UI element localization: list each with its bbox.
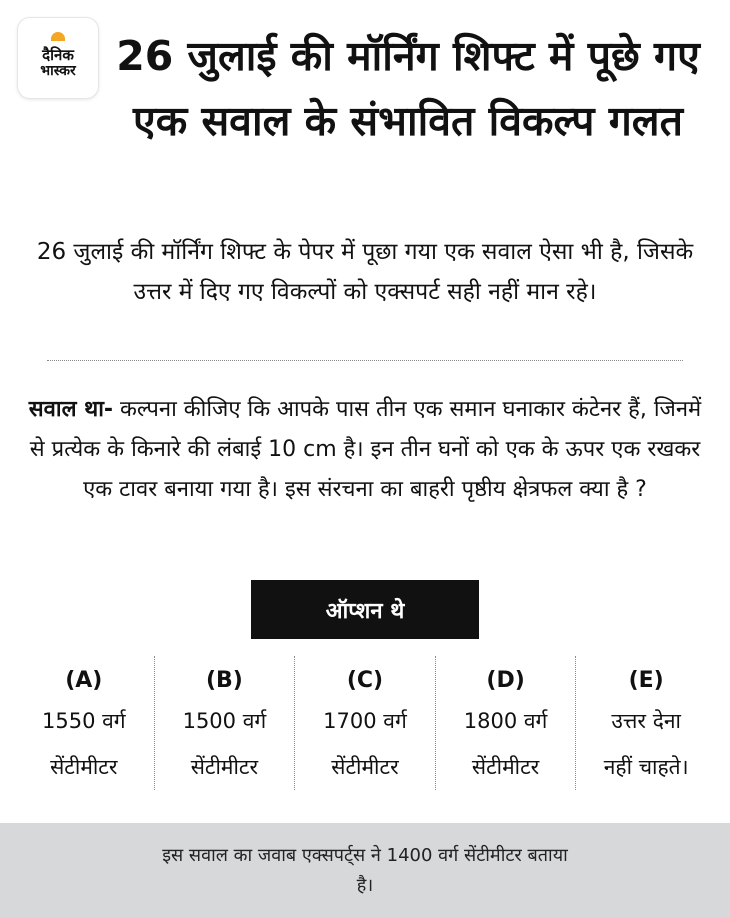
option-letter: (B)	[205, 668, 243, 693]
option-e	[575, 656, 716, 790]
intro-text: 26 जुलाई की मॉर्निंग शिफ्ट के पेपर में पूछा गया एक सवाल ऐसा भी है, जिसके उत्तर में दिए गए विकल्पों को एक्सपर्ट सही नहीं मान रहे।	[36, 239, 694, 305]
sun-icon	[51, 32, 65, 41]
option-value: 1550 वर्ग सेंटीमीटर	[41, 709, 126, 779]
option-d	[435, 656, 576, 790]
brand-name-line2: भास्कर	[40, 63, 76, 79]
option-value: 1700 वर्ग सेंटीमीटर	[323, 709, 407, 779]
option-value: उत्तर देना नहीं चाहते।	[603, 709, 689, 779]
question-label: सवाल था-	[28, 397, 114, 422]
options-heading: ऑप्शन थे	[251, 580, 479, 639]
option-letter: (D)	[486, 668, 525, 693]
option-value: 1800 वर्ग सेंटीमीटर	[463, 709, 548, 779]
option-letter: (C)	[346, 668, 384, 693]
question-block	[24, 390, 706, 510]
options-row	[14, 656, 716, 790]
option-letter: (A)	[65, 668, 103, 693]
option-c	[294, 656, 435, 790]
option-letter: (E)	[628, 668, 664, 693]
option-value: 1500 वर्ग सेंटीमीटर	[182, 709, 267, 779]
footer-box	[0, 823, 730, 918]
brand-name-line1: दैनिक	[42, 46, 74, 64]
option-b	[154, 656, 295, 790]
headline: 26 जुलाई की मॉर्निंग शिफ्ट में पूछे गए एक सवाल के संभावित विकल्प गलत	[116, 32, 700, 145]
question-text: कल्पना कीजिए कि आपके पास तीन एक समान घनाकार कंटेनर हैं, जिनमें से प्रत्येक के किनारे की लंबाई 10 cm है। इन तीन घनों को एक के ऊपर एक रखकर एक टावर बनाया गया है। इस संरचना का बाहरी पृष्ठीय क्षेत्रफल क्या है ?	[29, 397, 702, 502]
footer-text: इस सवाल का जवाब एक्सपर्ट्स ने 1400 वर्ग सेंटीमीटर बताया है।	[162, 844, 568, 896]
divider	[47, 360, 683, 361]
option-a	[14, 656, 154, 790]
brand-logo	[18, 18, 98, 98]
